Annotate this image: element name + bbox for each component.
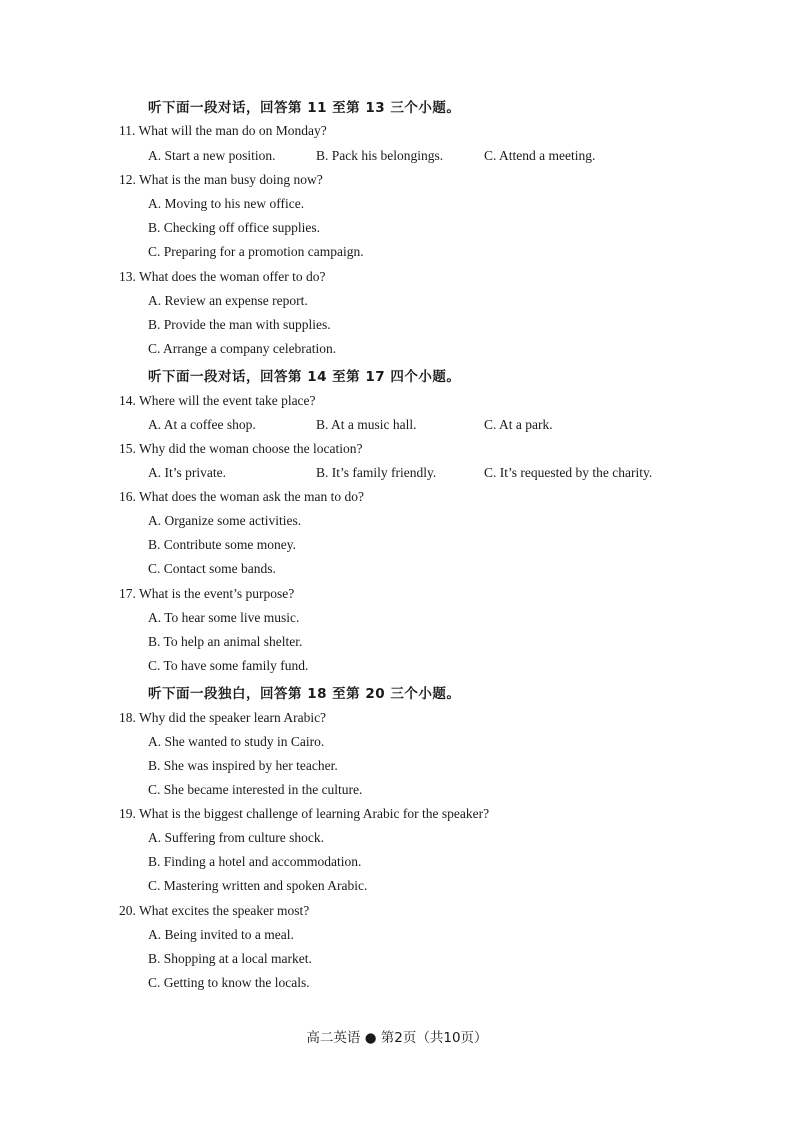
option-a: A. At a coffee shop. — [148, 417, 256, 432]
option-b: B. Contribute some money. — [148, 537, 296, 552]
section-instruction: 听下面一段对话，回答第 11 至第 13 三个小题。 — [148, 100, 461, 116]
option-b: B. It’s family friendly. — [316, 465, 437, 480]
option-a: A. Suffering from culture shock. — [148, 830, 324, 845]
question-text: 12. What is the man busy doing now? — [119, 172, 323, 187]
question-text: 11. What will the man do on Monday? — [119, 123, 327, 138]
option-c: C. Arrange a company celebration. — [148, 341, 337, 356]
section-instruction: 听下面一段独白，回答第 18 至第 20 三个小题。 — [148, 686, 461, 702]
option-b: B. Finding a hotel and accommodation. — [148, 854, 362, 869]
option-c: C. To have some family fund. — [148, 658, 309, 673]
page-footer: 高二英语 ● 第2页（共10页） — [306, 1030, 488, 1046]
option-a: A. Being invited to a meal. — [148, 927, 294, 942]
option-c: C. Contact some bands. — [148, 561, 276, 576]
question-text: 16. What does the woman ask the man to do? — [119, 489, 364, 504]
option-a: A. To hear some live music. — [148, 610, 300, 625]
question-text: 18. Why did the speaker learn Arabic? — [119, 710, 327, 725]
section-instruction: 听下面一段对话，回答第 14 至第 17 四个小题。 — [148, 369, 461, 385]
option-c: C. She became interested in the culture. — [148, 782, 363, 797]
option-b: B. She was inspired by her teacher. — [148, 758, 338, 773]
option-a: A. Organize some activities. — [148, 513, 302, 528]
question-text: 14. Where will the event take place? — [119, 393, 316, 408]
option-a: A. Review an expense report. — [148, 293, 308, 308]
option-b: B. To help an animal shelter. — [148, 634, 303, 649]
question-text: 17. What is the event’s purpose? — [119, 586, 295, 601]
option-a: A. It’s private. — [148, 465, 226, 480]
option-b: B. Provide the man with supplies. — [148, 317, 331, 332]
question-text: 20. What excites the speaker most? — [119, 903, 310, 918]
option-c: C. Preparing for a promotion campaign. — [148, 244, 364, 259]
question-text: 19. What is the biggest challenge of learning Arabic for the speaker? — [119, 806, 490, 821]
question-text: 15. Why did the woman choose the location? — [119, 441, 363, 456]
question-text: 13. What does the woman offer to do? — [119, 269, 326, 284]
option-c: C. It’s requested by the charity. — [484, 465, 653, 480]
option-c: C. At a park. — [484, 417, 553, 432]
option-c: C. Attend a meeting. — [484, 148, 596, 163]
option-b: B. Pack his belongings. — [316, 148, 444, 163]
option-c: C. Mastering written and spoken Arabic. — [148, 878, 368, 893]
option-a: A. She wanted to study in Cairo. — [148, 734, 325, 749]
option-a: A. Start a new position. — [148, 148, 276, 163]
option-b: B. Checking off office supplies. — [148, 220, 320, 235]
option-b: B. Shopping at a local market. — [148, 951, 312, 966]
option-b: B. At a music hall. — [316, 417, 417, 432]
option-c: C. Getting to know the locals. — [148, 975, 310, 990]
option-a: A. Moving to his new office. — [148, 196, 305, 211]
